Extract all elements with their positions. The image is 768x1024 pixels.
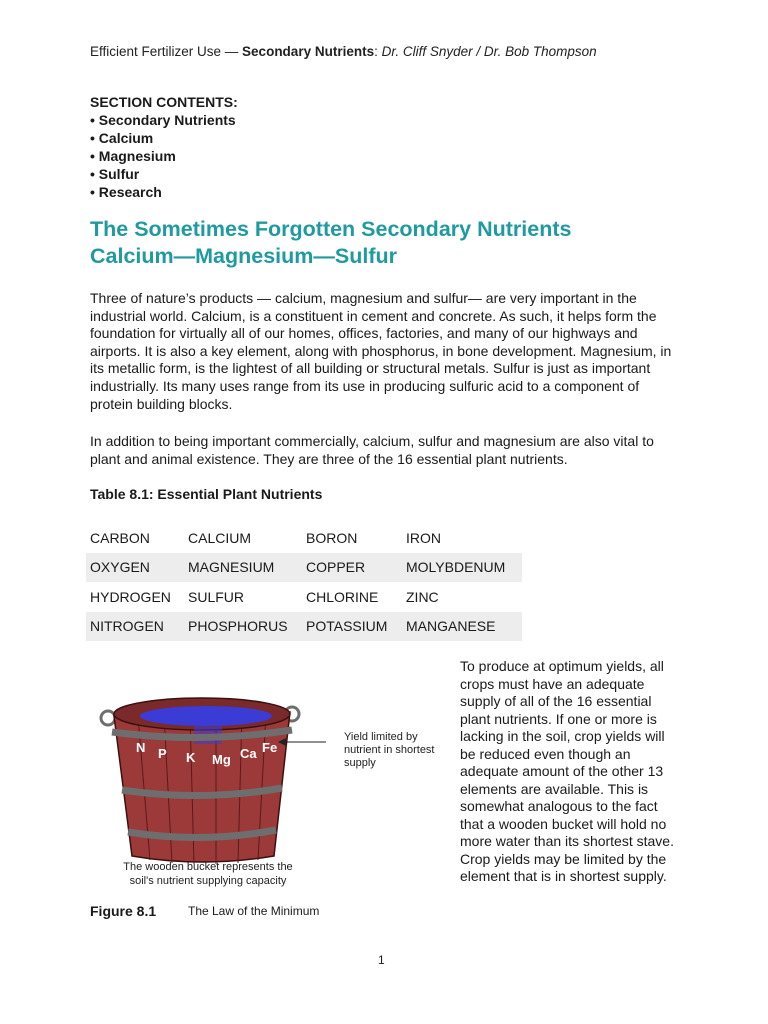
page-title-line-2: Calcium—Magnesium—Sulfur [90,244,398,268]
header-colon: : [374,44,382,59]
table-cell: POTASSIUM [302,612,402,642]
bucket-caption [123,861,292,887]
bucket-figure [94,660,450,900]
side-paragraph: To produce at optimum yields, all crops must have an adequate supply of all of the 16 essential plant nutrients. If one or more is lacking in the soil, crop yields will be reduced even though an adequate amount of the other 13 elements are available. This is somewhat analogous to the fact that a wooden bucket will hold no more water than its shortest stave. Crop yields may be limited by the element that is in shortest supply. [460,658,674,884]
nutrients-table [86,523,522,641]
intro-paragraph: Three of nature’s products — calcium, magnesium and sulfur— are very important in the industrial world. Calcium, is a constituent in cement and concrete. As such, it helps form the foundation for virtually all of our homes, offices, factories, and many of our highways and airports. It is also a key element, along with phosphorus, in bone development. Magnesium, in its metallic form, is the lightest of all building or structural metals. Sulfur is just as important industrially. Its many uses range from its use in producing sulfuric acid to a component of protein building blocks. [90,290,672,412]
table-cell: COPPER [302,553,402,583]
table-cell: CALCIUM [188,529,252,546]
table-cell: CARBON [90,529,150,546]
table-cell: MOLYBDENUM [402,553,522,583]
table-row [86,553,522,583]
table-cell: IRON [406,529,441,546]
callout-line-3: supply [344,757,376,769]
table-cell: BORON [306,529,358,546]
page-number: 1 [378,953,385,967]
stave-label: Ca [240,746,257,761]
page-title [90,216,690,270]
bucket-caption-line-1: The wooden bucket represents the [123,861,293,873]
contents-item[interactable]: • Calcium [90,129,238,147]
table-cell: HYDROGEN [90,588,171,605]
figure-caption [90,903,320,919]
figure-description: The Law of the Minimum [188,904,320,918]
table-cell: ZINC [406,588,439,605]
stave-label: P [158,746,167,761]
contents-item[interactable]: • Research [90,183,238,201]
header-section: Secondary Nutrients [242,44,375,59]
second-paragraph: In addition to being important commercially, calcium, sulfur and magnesium are also vital to plant and animal existence. They are three of the 16 essential plant nutrients. [90,433,654,467]
header-prefix: Efficient Fertilizer Use — [90,44,243,59]
contents-item[interactable]: • Secondary Nutrients [90,111,238,129]
bucket-handle-left [101,711,115,725]
contents-item[interactable]: • Magnesium [90,147,238,165]
bucket-illustration [94,660,450,900]
section-contents-heading: SECTION CONTENTS: [90,94,238,110]
table-cell: NITROGEN [86,612,184,642]
callout-line-1: Yield limited by [344,731,418,743]
bucket-caption-line-2: soil's nutrient supplying capacity [129,875,287,887]
stave-label: K [186,750,196,765]
stave-label: Mg [212,752,231,767]
header-authors: Dr. Cliff Snyder / Dr. Bob Thompson [381,44,597,59]
figure-number: Figure 8.1 [90,903,157,919]
contents-item[interactable]: • Sulfur [90,165,238,183]
table-row [86,612,522,642]
section-contents [90,93,238,201]
table-cell: PHOSPHORUS [184,612,302,642]
table-row [86,582,522,612]
bucket-water [140,706,272,726]
callout-line-2: nutrient in shortest [344,744,435,756]
table-cell: MANGANESE [402,612,522,642]
table-cell: MAGNESIUM [184,553,302,583]
stave-label: N [136,740,146,755]
table-cell: OXYGEN [86,553,184,583]
table-cell: SULFUR [188,588,245,605]
running-header [90,44,710,59]
page-title-line-1: The Sometimes Forgotten Secondary Nutrients [90,217,572,241]
stave-label: Fe [262,740,278,755]
table-row [86,523,522,553]
table-cell: CHLORINE [306,588,379,605]
callout-text [344,731,435,769]
table-title: Table 8.1: Essential Plant Nutrients [90,486,323,502]
